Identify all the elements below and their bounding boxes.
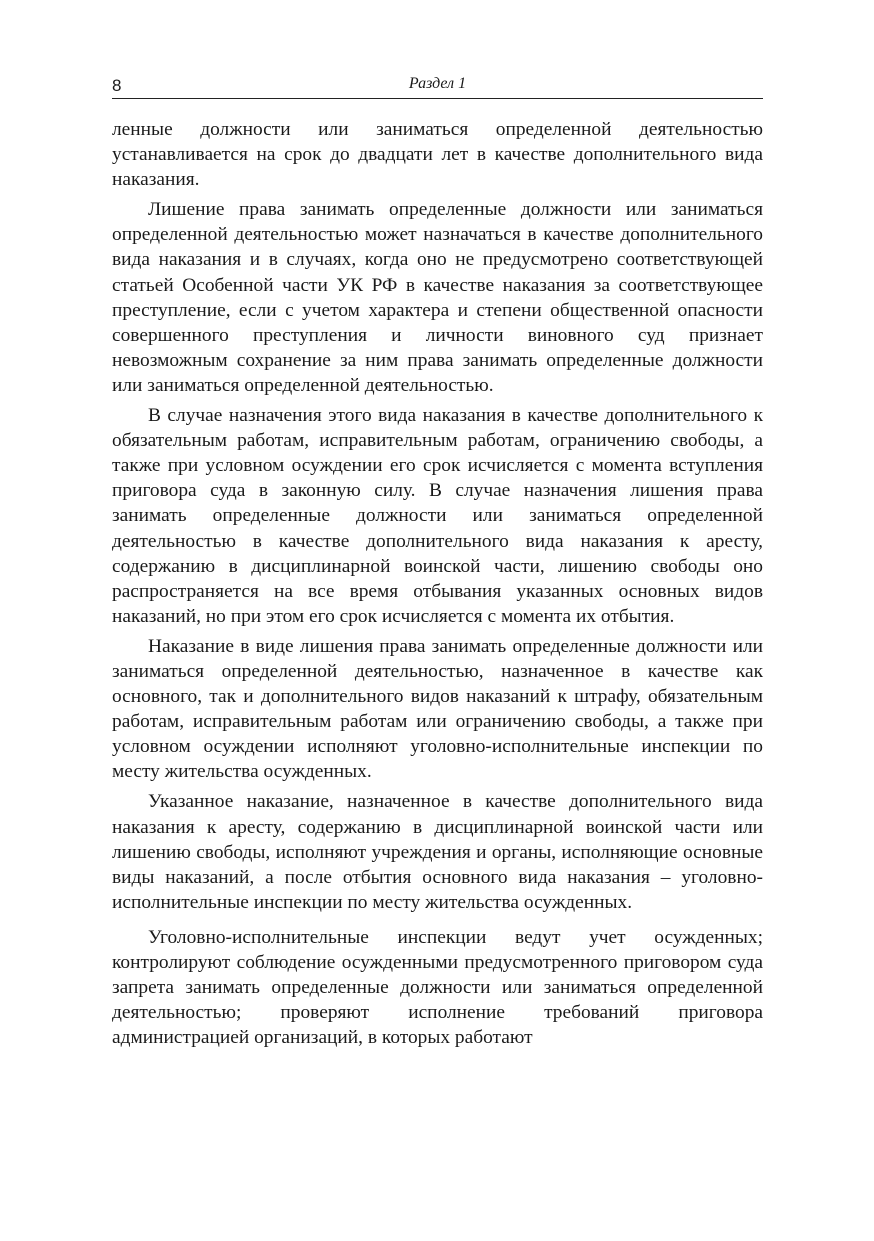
paragraph: Указанное наказание, назначенное в качестве дополнительного вида наказания к аресту, содержанию в дисциплинарной воинской части или лишению свободы, исполняют учреждения и органы, исполняющие основные виды наказаний, а после отбытия основного вида наказания – уголовно-исполнительные инспекции по месту жительства осужденных.: [112, 791, 763, 913]
page-number: 8: [112, 76, 122, 95]
paragraph-continuation: ленные должности или заниматься определенной деятельностью устанавливается на срок до двадцати лет в качестве дополнительного вида наказания.: [112, 119, 763, 191]
paragraph: Уголовно-исполнительные инспекции ведут учет осужденных; контролируют соблюдение осужденными предусмотренного приговором суда запрета занимать определенные должности или заниматься определенной деятельностью; проверяют исполнение требований приговора администрацией организаций, в которых работают: [112, 926, 763, 1049]
paragraph: В случае назначения этого вида наказания в качестве дополнительного к обязательным работам, исправительным работам, ограничению свободы, а также при условном осуждении его срок исчисляется с момента вступления приговора суда в законную силу. В случае назначения лишения права занимать определенные должности или заниматься определенной деятельностью в качестве дополнительного вида наказания к аресту, содержанию в дисциплинарной воинской части, лишению свободы оно распространяется на все время отбывания указанных основных видов наказаний, но при этом его срок исчисляется с момента их отбытия.: [112, 405, 763, 627]
document-page: [112, 72, 763, 1050]
page-header: [112, 72, 763, 99]
running-title: Раздел 1: [408, 75, 467, 92]
paragraph: Наказание в виде лишения права занимать определенные должности или заниматься определенной деятельностью, назначенное в качестве как основного, так и дополнительного видов наказаний к штрафу, обязательным работам, исправительным работам или ограничению свободы, а также при условном осуждении исполняют уголовно-исполнительные инспекции по месту жительства осужденных.: [112, 635, 763, 783]
body-text: [112, 117, 763, 1050]
paragraph: Лишение права занимать определенные должности или заниматься определенной деятельностью может назначаться в качестве дополнительного вида наказания и в случаях, когда оно не предусмотрено соответствующей статьей Особенной части УК РФ в качестве наказания за соответствующее преступление, если с учетом характера и степени общественной опасности совершенного преступления и личности виновного суд признает невозможным сохранение за ним права занимать определенные должности или заниматься определенной деятельностью.: [112, 199, 763, 396]
